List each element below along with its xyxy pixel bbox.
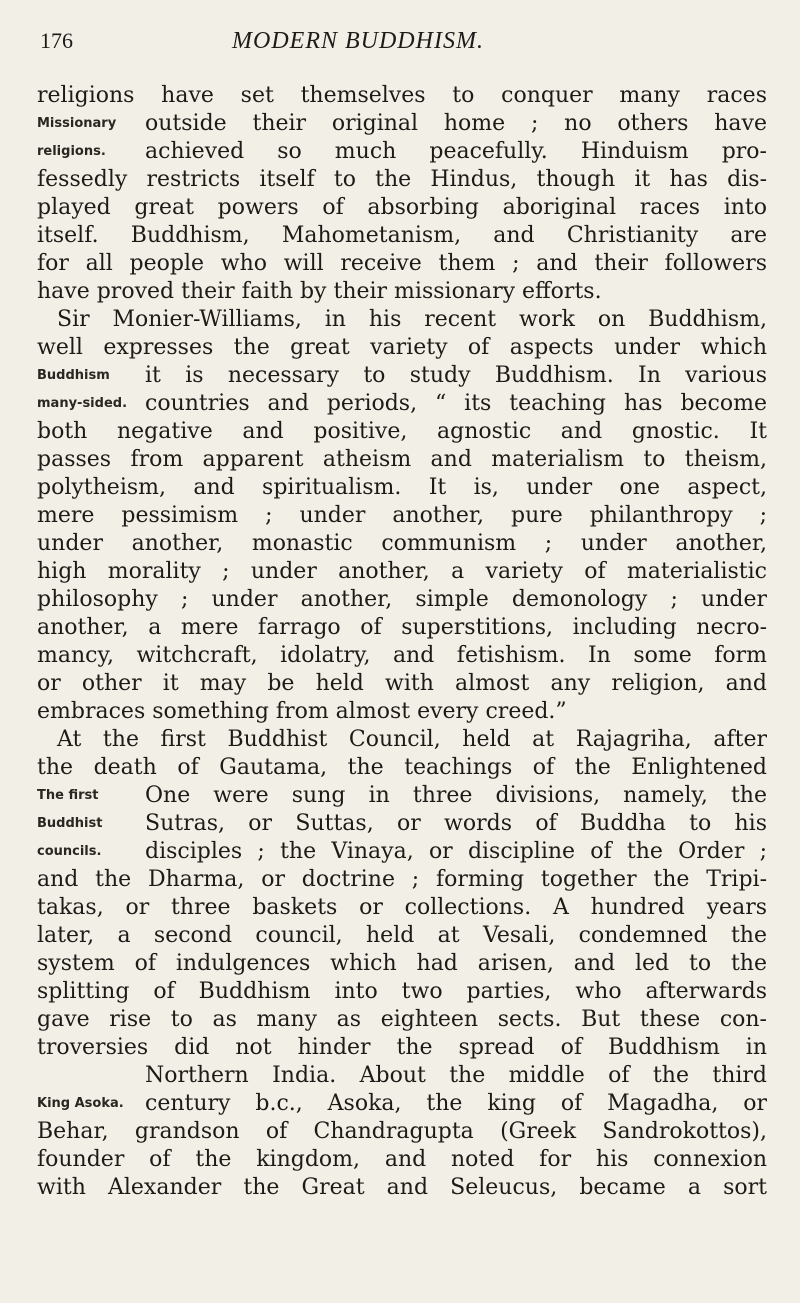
text-line: takas, or three baskets or collections. A hundred years bbox=[37, 895, 767, 920]
text-line: embraces something from almost every creed.” bbox=[37, 699, 567, 724]
margin-note-first-councils: councils. bbox=[37, 844, 102, 859]
text-line: both negative and positive, agnostic and gnostic. It bbox=[37, 419, 767, 444]
text-line: At the first Buddhist Council, held at Rajagriha, after bbox=[57, 727, 767, 752]
text-line: troversies did not hinder the spread of Buddhism in bbox=[37, 1035, 767, 1060]
text-line: many-sided. countries and periods, “ its teaching has become bbox=[37, 391, 767, 416]
running-title: MODERN BUDDHISM. bbox=[232, 28, 484, 54]
text-line: philosophy ; under another, simple demonology ; under bbox=[37, 587, 767, 612]
running-head bbox=[40, 28, 780, 64]
text-line: councils. disciples ; the Vinaya, or discipline of the Order ; bbox=[37, 839, 767, 864]
text-line: system of indulgences which had arisen, and led to the bbox=[37, 951, 767, 976]
text-line: mere pessimism ; under another, pure philanthropy ; bbox=[37, 503, 767, 528]
margin-note-first-councils: The first bbox=[37, 788, 99, 803]
text-line: Behar, grandson of Chandragupta (Greek Sandrokottos), bbox=[37, 1119, 767, 1144]
text-line: King Asoka. century b.c., Asoka, the king of Magadha, or bbox=[37, 1091, 767, 1116]
text-line: gave rise to as many as eighteen sects. But these con- bbox=[37, 1007, 767, 1032]
text-line: passes from apparent atheism and materialism to theism, bbox=[37, 447, 767, 472]
text-line: the death of Gautama, the teachings of the Enlightened bbox=[37, 755, 767, 780]
text-line: The first One were sung in three divisions, namely, the bbox=[37, 783, 767, 808]
page-number: 176 bbox=[40, 28, 73, 53]
margin-note-buddhism: many-sided. bbox=[37, 396, 128, 411]
text-line: with Alexander the Great and Seleucus, became a sort bbox=[37, 1175, 767, 1200]
text-line: have proved their faith by their missionary efforts. bbox=[37, 279, 602, 304]
text-line: religions. achieved so much peacefully. Hinduism pro- bbox=[37, 139, 767, 164]
text-line: mancy, witchcraft, idolatry, and fetishism. In some form bbox=[37, 643, 767, 668]
text-line: and the Dharma, or doctrine ; forming together the Tripi- bbox=[37, 867, 767, 892]
text-line: founder of the kingdom, and noted for his connexion bbox=[37, 1147, 767, 1172]
margin-note-first-councils: Buddhist bbox=[37, 816, 103, 831]
text-line: Missionary outside their original home ; no others have bbox=[37, 111, 767, 136]
text-line: for all people who will receive them ; and their followers bbox=[37, 251, 767, 276]
text-line: played great powers of absorbing aboriginal races into bbox=[37, 195, 767, 220]
text-line: Buddhism it is necessary to study Buddhism. In various bbox=[37, 363, 767, 388]
text-line: under another, monastic communism ; under another, bbox=[37, 531, 767, 556]
margin-note-missionary: religions. bbox=[37, 144, 106, 159]
text-line: itself. Buddhism, Mahometanism, and Christianity are bbox=[37, 223, 767, 248]
text-line: another, a mere farrago of superstitions, including necro- bbox=[37, 615, 767, 640]
text-line: polytheism, and spiritualism. It is, under one aspect, bbox=[37, 475, 767, 500]
text-line: Northern India. About the middle of the third bbox=[145, 1063, 767, 1088]
text-line: or other it may be held with almost any religion, and bbox=[37, 671, 767, 696]
text-line: well expresses the great variety of aspects under which bbox=[37, 335, 767, 360]
text-line: splitting of Buddhism into two parties, who afterwards bbox=[37, 979, 767, 1004]
text-line: high morality ; under another, a variety of materialistic bbox=[37, 559, 767, 584]
margin-note-asoka: King Asoka. bbox=[37, 1096, 124, 1111]
text-line: religions have set themselves to conquer many races bbox=[37, 83, 767, 108]
text-line: Sir Monier-Williams, in his recent work on Buddhism, bbox=[57, 307, 767, 332]
margin-note-missionary: Missionary bbox=[37, 116, 117, 131]
text-line: fessedly restricts itself to the Hindus, though it has dis- bbox=[37, 167, 767, 192]
text-line: later, a second council, held at Vesali, condemned the bbox=[37, 923, 767, 948]
margin-note-buddhism: Buddhism bbox=[37, 368, 110, 383]
text-line: Buddhist Sutras, or Suttas, or words of Buddha to his bbox=[37, 811, 767, 836]
body-text bbox=[37, 82, 767, 1202]
